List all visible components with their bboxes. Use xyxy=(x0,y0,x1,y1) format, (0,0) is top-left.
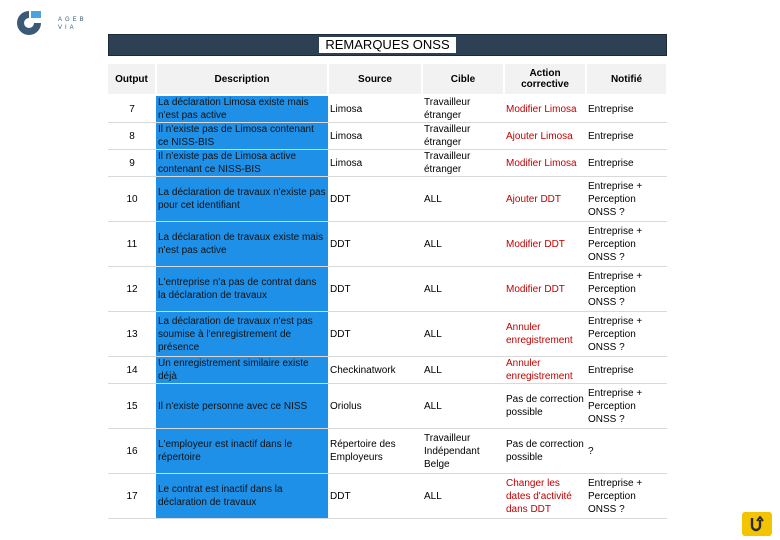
cell-description: L'employeur est inactif dans le répertoire xyxy=(156,429,328,474)
cell-action: Pas de correction possible xyxy=(504,384,586,429)
header-notifie: Notifié xyxy=(586,64,667,95)
cell-source: DDT xyxy=(328,312,422,357)
cell-description: Il n'existe pas de Limosa active contenant ce NISS-BIS xyxy=(156,150,328,177)
cell-source: DDT xyxy=(328,222,422,267)
cell-cible: Travailleur étranger xyxy=(422,123,504,150)
cell-notifie: Entreprise + Perception ONSS ? xyxy=(586,312,667,357)
table-row xyxy=(108,177,667,222)
header-action: Action corrective xyxy=(504,64,586,95)
logo-mark-icon xyxy=(14,8,44,38)
cell-action: Modifier DDT xyxy=(504,267,586,312)
table-row xyxy=(108,222,667,267)
cell-action: Pas de correction possible xyxy=(504,429,586,474)
cell-cible: Travailleur étranger xyxy=(422,150,504,177)
table-row xyxy=(108,474,667,519)
cell-description: Le contrat est inactif dans la déclaration de travaux xyxy=(156,474,328,519)
cell-action: Modifier Limosa xyxy=(504,150,586,177)
cell-notifie: Entreprise xyxy=(586,95,667,123)
cell-source: Limosa xyxy=(328,123,422,150)
cell-output: 12 xyxy=(108,267,156,312)
cell-cible: ALL xyxy=(422,267,504,312)
cell-notifie: Entreprise xyxy=(586,123,667,150)
cell-cible: Travailleur étranger xyxy=(422,95,504,123)
cell-notifie: Entreprise + Perception ONSS ? xyxy=(586,384,667,429)
cell-description: La déclaration Limosa existe mais n'est pas active xyxy=(156,95,328,123)
cell-cible: ALL xyxy=(422,357,504,384)
cell-source: DDT xyxy=(328,177,422,222)
title-bar xyxy=(108,34,667,56)
cell-output: 16 xyxy=(108,429,156,474)
cell-notifie: Entreprise xyxy=(586,357,667,384)
cell-description: La déclaration de travaux n'est pas soumise à l'enregistrement de présence xyxy=(156,312,328,357)
cell-output: 14 xyxy=(108,357,156,384)
next-slide-button[interactable] xyxy=(742,512,772,536)
cell-description: Il n'existe personne avec ce NISS xyxy=(156,384,328,429)
cell-description: La déclaration de travaux n'existe pas pour cet identifiant xyxy=(156,177,328,222)
cell-action: Changer les dates d'activité dans DDT xyxy=(504,474,586,519)
table-row xyxy=(108,384,667,429)
table-row xyxy=(108,123,667,150)
cell-cible: ALL xyxy=(422,474,504,519)
logo xyxy=(14,8,87,40)
cell-action: Modifier DDT xyxy=(504,222,586,267)
table-row xyxy=(108,429,667,474)
cell-cible: ALL xyxy=(422,177,504,222)
header-description: Description xyxy=(156,64,328,95)
cell-notifie: ? xyxy=(586,429,667,474)
cell-source: Checkinatwork xyxy=(328,357,422,384)
cell-source: DDT xyxy=(328,267,422,312)
cell-cible: ALL xyxy=(422,384,504,429)
cell-description: Un enregistrement similaire existe déjà xyxy=(156,357,328,384)
cell-action: Ajouter Limosa xyxy=(504,123,586,150)
cell-output: 9 xyxy=(108,150,156,177)
cell-output: 10 xyxy=(108,177,156,222)
logo-text: AGEB VIA xyxy=(58,17,87,31)
cell-notifie: Entreprise + Perception ONSS ? xyxy=(586,474,667,519)
cell-source: Limosa xyxy=(328,150,422,177)
cell-description: L'entreprise n'a pas de contrat dans la déclaration de travaux xyxy=(156,267,328,312)
cell-source: DDT xyxy=(328,474,422,519)
cell-source: Oriolus xyxy=(328,384,422,429)
cell-output: 11 xyxy=(108,222,156,267)
cell-action: Annuler enregistrement xyxy=(504,312,586,357)
table-row xyxy=(108,357,667,384)
cell-cible: Travailleur Indépendant Belge xyxy=(422,429,504,474)
cell-cible: ALL xyxy=(422,312,504,357)
page-title: REMARQUES ONSS xyxy=(319,37,455,53)
cell-notifie: Entreprise + Perception ONSS ? xyxy=(586,177,667,222)
return-arrow-icon xyxy=(748,516,766,532)
remarks-table xyxy=(108,64,668,519)
header-output: Output xyxy=(108,64,156,95)
cell-output: 13 xyxy=(108,312,156,357)
header-cible: Cible xyxy=(422,64,504,95)
cell-output: 15 xyxy=(108,384,156,429)
table-row xyxy=(108,267,667,312)
table-row xyxy=(108,95,667,123)
cell-description: La déclaration de travaux existe mais n'est pas active xyxy=(156,222,328,267)
cell-source: Répertoire des Employeurs xyxy=(328,429,422,474)
table-row xyxy=(108,150,667,177)
cell-output: 17 xyxy=(108,474,156,519)
cell-notifie: Entreprise + Perception ONSS ? xyxy=(586,267,667,312)
cell-notifie: Entreprise + Perception ONSS ? xyxy=(586,222,667,267)
cell-description: Il n'existe pas de Limosa contenant ce NISS-BIS xyxy=(156,123,328,150)
cell-cible: ALL xyxy=(422,222,504,267)
table-row xyxy=(108,312,667,357)
cell-action: Ajouter DDT xyxy=(504,177,586,222)
table-header-row xyxy=(108,64,667,95)
cell-action: Annuler enregistrement xyxy=(504,357,586,384)
header-source: Source xyxy=(328,64,422,95)
cell-source: Limosa xyxy=(328,95,422,123)
cell-output: 8 xyxy=(108,123,156,150)
cell-notifie: Entreprise xyxy=(586,150,667,177)
cell-action: Modifier Limosa xyxy=(504,95,586,123)
cell-output: 7 xyxy=(108,95,156,123)
